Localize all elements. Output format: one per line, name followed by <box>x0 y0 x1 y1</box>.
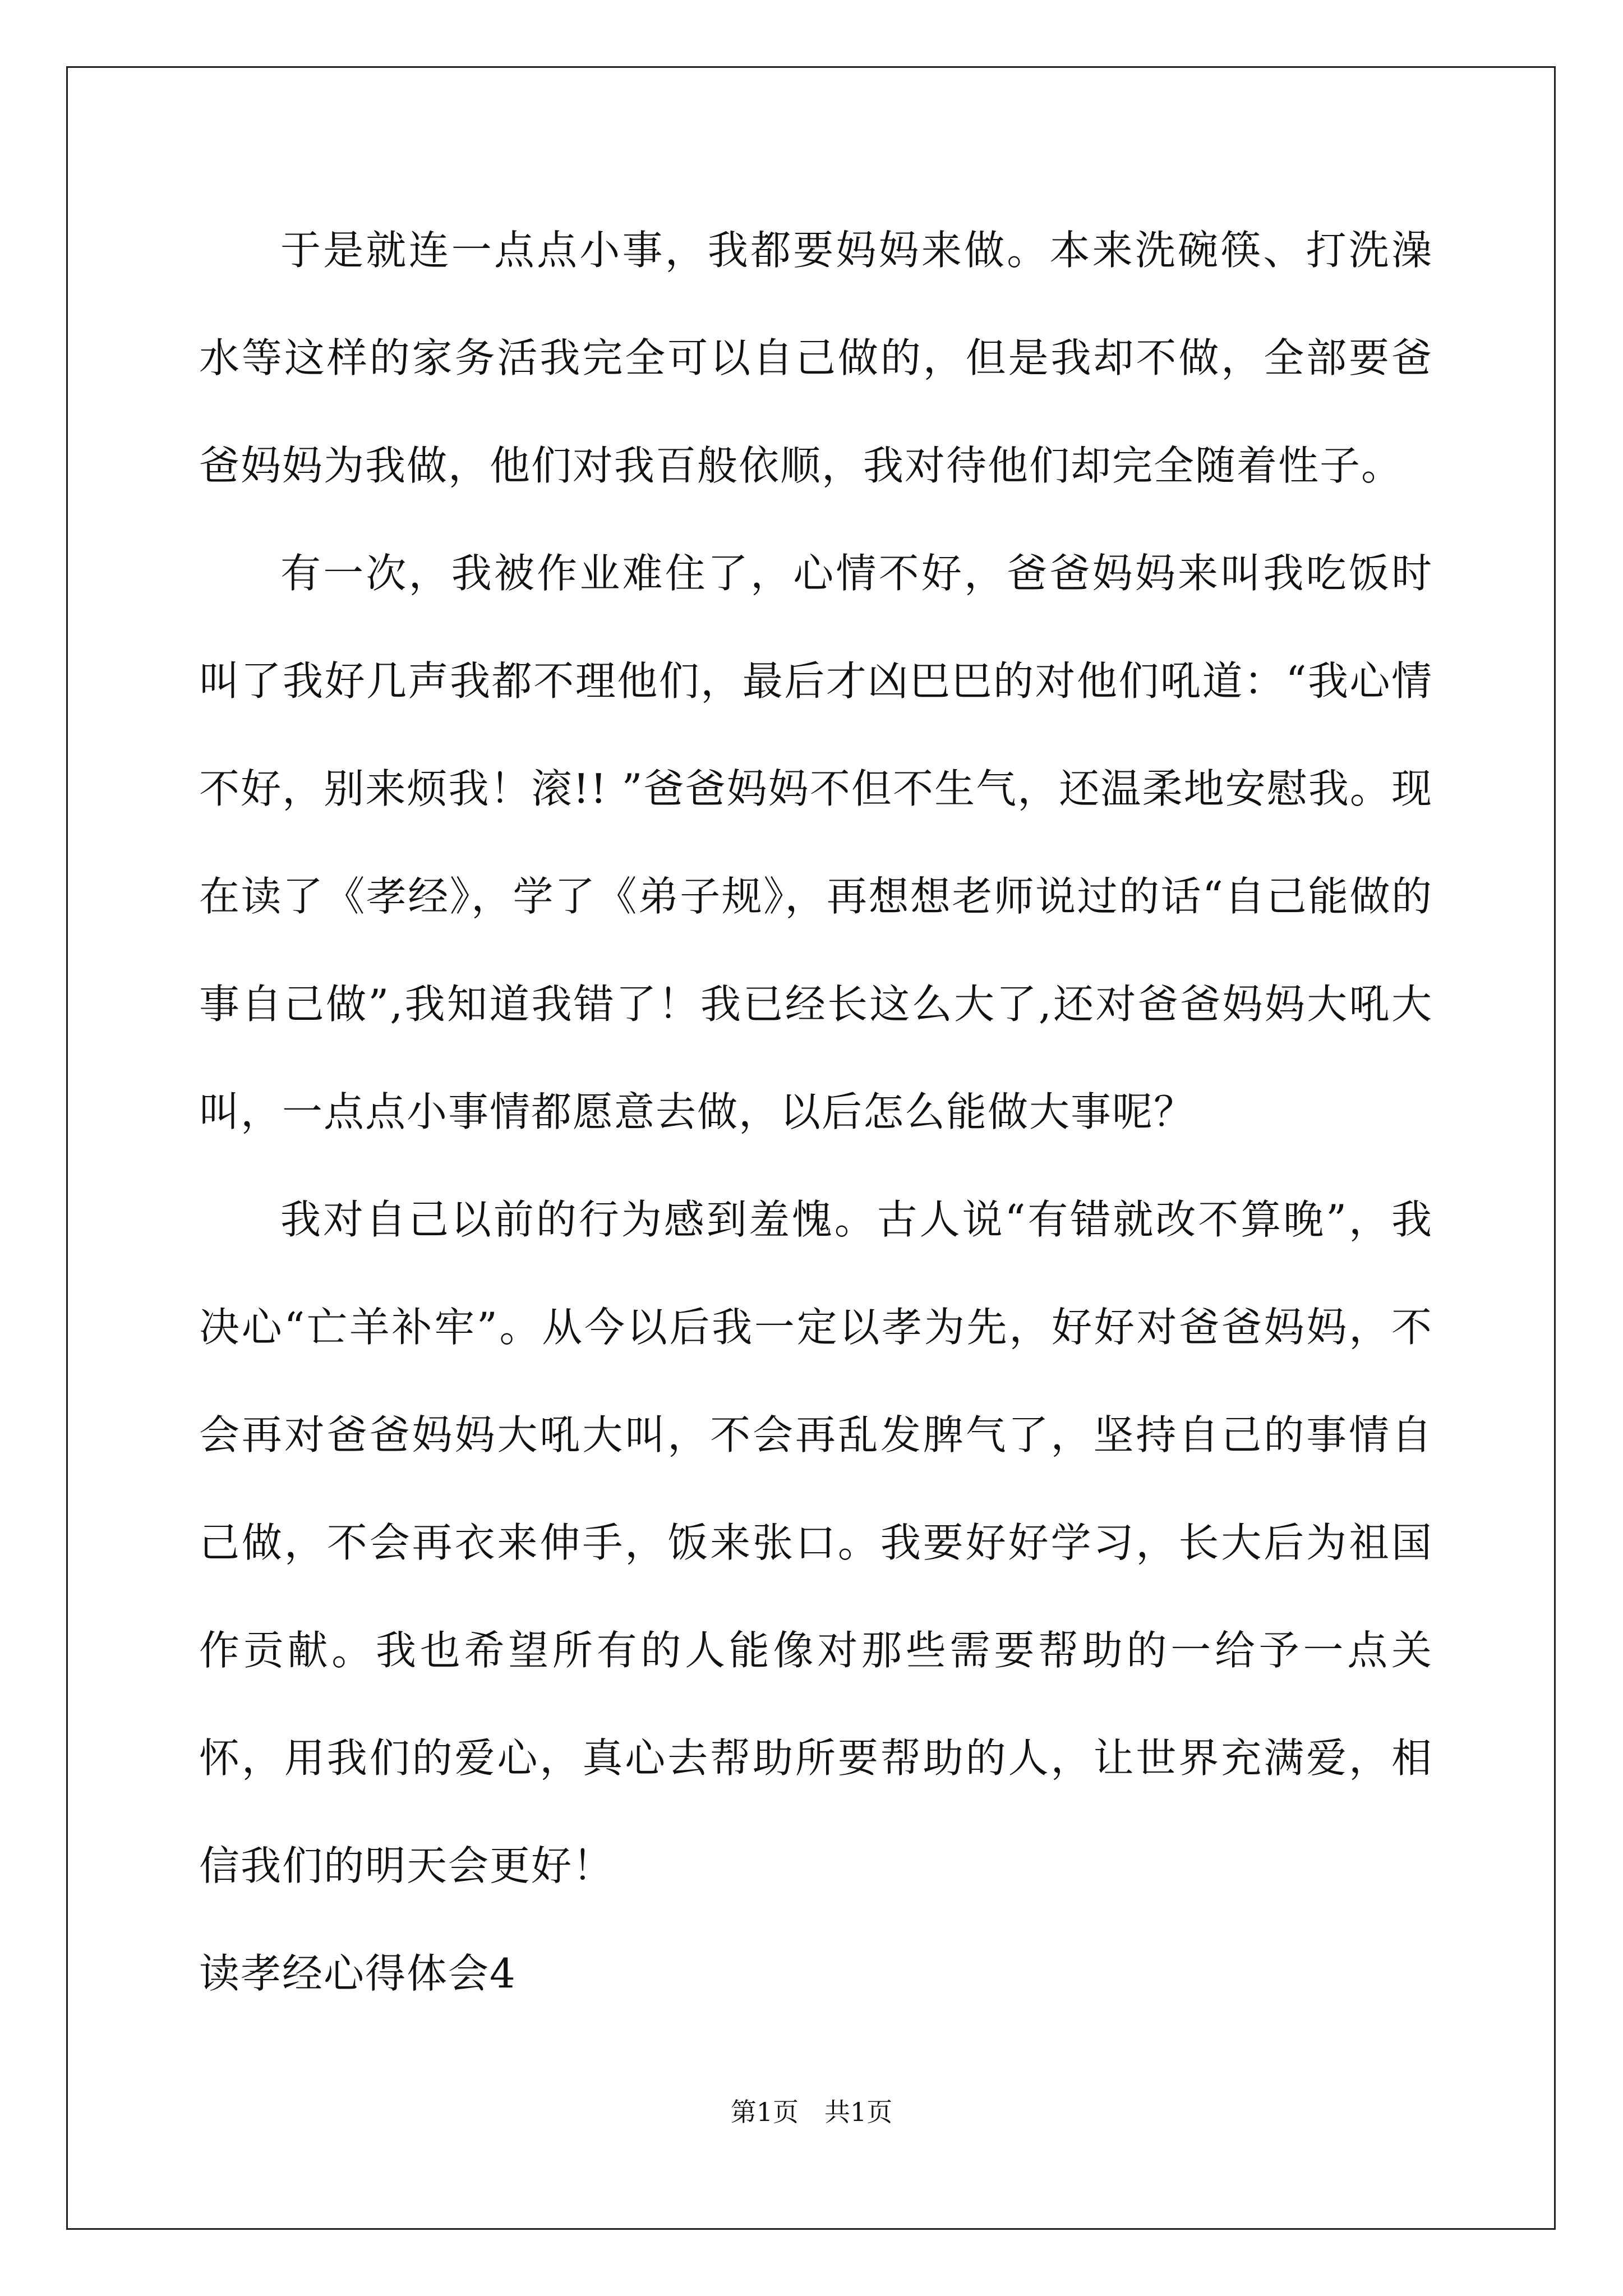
paragraph-3: 我对自己以前的行为感到羞愧。古人说“有错就改不算晚”，我决心“亡羊补牢”。从今以后我一定以孝为先，好好对爸爸妈妈，不会再对爸爸妈妈大吼大叫，不会再乱发脾气了，坚持自己的事情自己做，不会再衣来伸手，饭来张口。我要好好学习，长大后为祖国作贡献。我也希望所有的人能像对那些需要帮助的一给予一点关怀，用我们的爱心，真心去帮助所要帮助的人，让世界充满爱，相信我们的明天会更好！ <box>199 1196 1433 1889</box>
section-heading: 读孝经心得体会4 <box>199 1950 517 1997</box>
document-body <box>199 196 1433 2027</box>
paragraph-1: 于是就连一点点小事，我都要妈妈来做。本来洗碗筷、打洗澡水等这样的家务活我完全可以自己做的，但是我却不做，全部要爸爸妈妈为我做，他们对我百般依顺，我对待他们却完全随着性子。 <box>199 227 1433 489</box>
page-footer: 第1页 共1页 <box>730 2097 893 2127</box>
paragraph-2: 有一次，我被作业难住了，心情不好，爸爸妈妈来叫我吃饭时叫了我好几声我都不理他们，最后才凶巴巴的对他们吼道：“我心情不好，别来烦我！滚!! ”爸爸妈妈不但不生气，还温柔地安慰我。现在读了《孝经》，学了《弟子规》，再想想老师说过的话“自己能做的事自己做”,我知道我错了！我已经长这么大了,还对爸爸妈妈大吼大叫，一点点小事情都愿意去做，以后怎么能做大事呢？ <box>199 550 1433 1135</box>
